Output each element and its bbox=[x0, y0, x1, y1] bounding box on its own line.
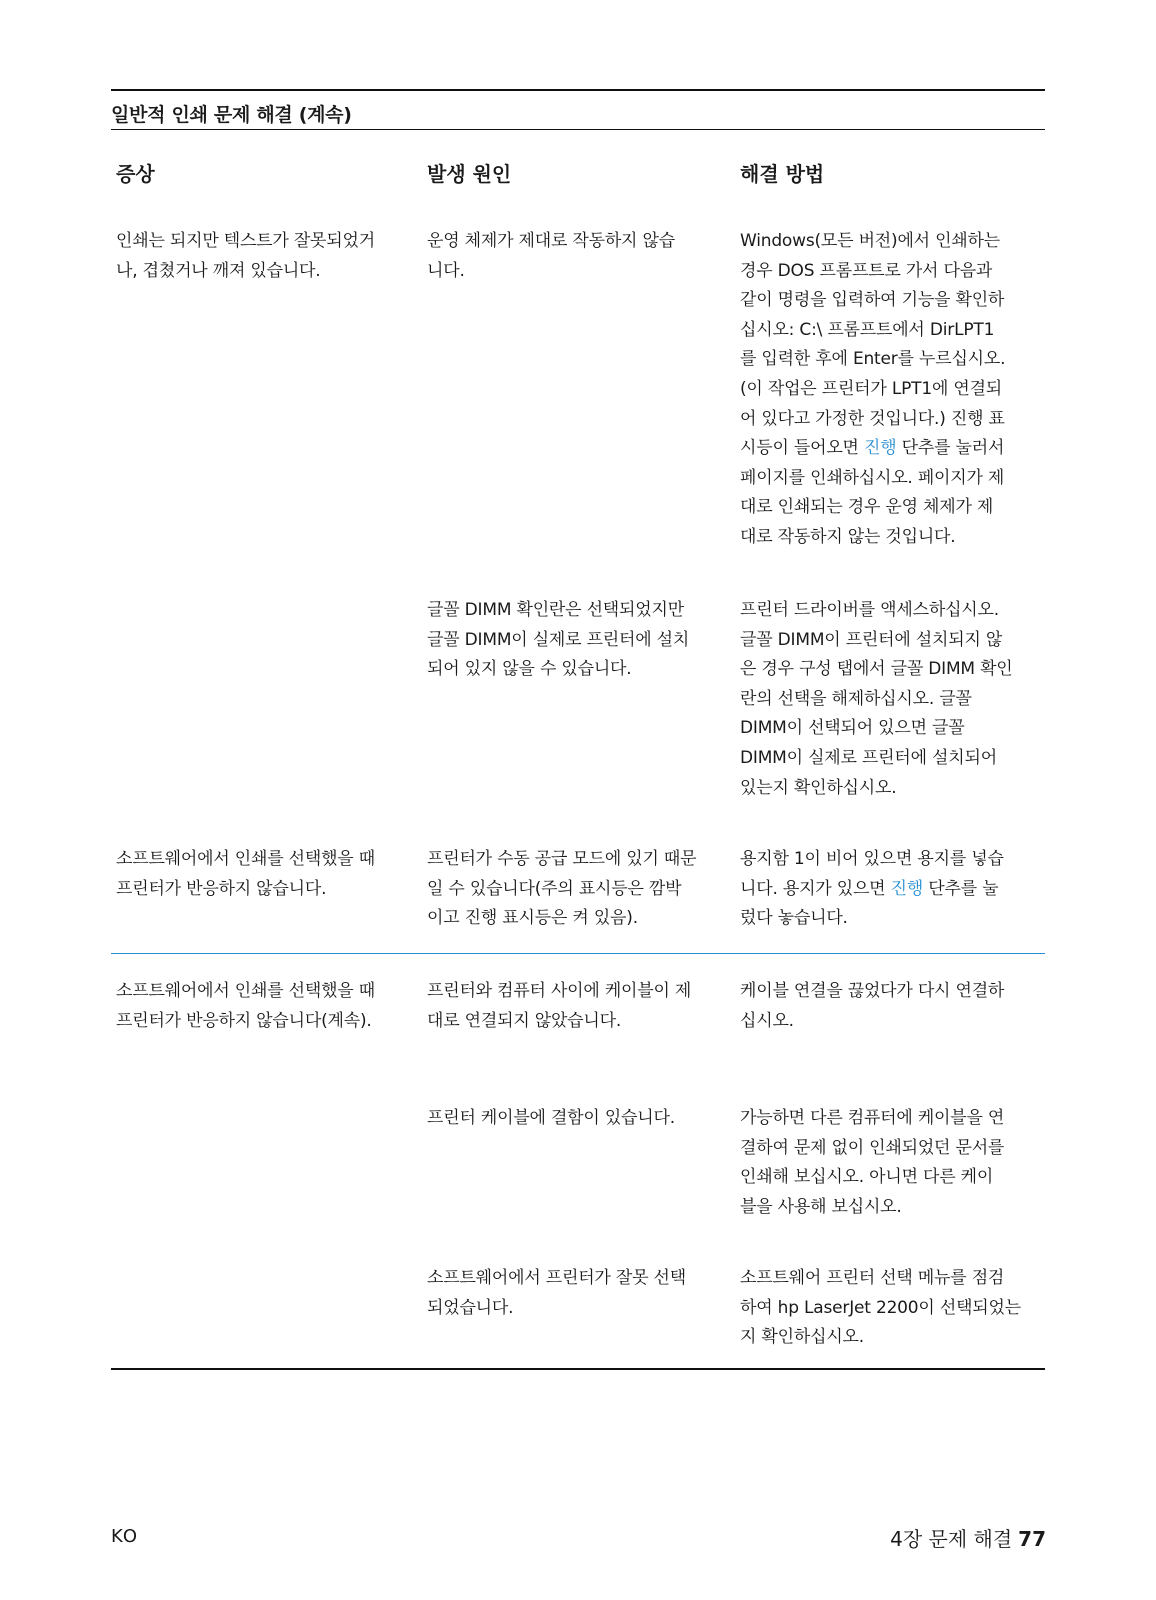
row1-symptom: 인쇄는 되지만 텍스트가 잘못되었거 나, 겹쳤거나 깨져 있습니다. bbox=[116, 231, 375, 281]
row3-symptom: 소프트웨어에서 인쇄를 선택했을 때 프린터가 반응하지 않습니다. bbox=[116, 849, 375, 899]
footer-page-info bbox=[890, 1523, 1046, 1552]
row1-solution-text-a: Windows(모든 버전)에서 인쇄하는 경우 DOS 프롬프트로 가서 다음과 같이 명령을 입력하여 기능을 확인하 십시오: C:\ 프롬프트에서 DirLPT1 를 입력한 후에 Enter를 누르십시오. (이 작업은 프린터가 LPT1에 연결되 어 있다고 가정한 것입니다.) 진행 표 시등이 들어오면 bbox=[740, 231, 1006, 459]
section-divider bbox=[111, 953, 1045, 954]
row6-solution: 소프트웨어 프린터 선택 메뉴를 점검 하여 hp LaserJet 2200이 선택되었는 지 확인하십시오. bbox=[740, 1268, 1021, 1348]
row5-solution: 가능하면 다른 컴퓨터에 케이블을 연 결하여 문제 없이 인쇄되었던 문서를 인쇄해 보십시오. 아니면 다른 케이 블을 사용해 보십시오. bbox=[740, 1108, 1005, 1217]
row1-solution-text-b: 단추를 눌러서 페이지를 인쇄하십시오. 페이지가 제 대로 인쇄되는 경우 운영 체제가 제 대로 작동하지 않는 것입니다. bbox=[740, 438, 1005, 547]
header-cause: 발생 원인 bbox=[427, 162, 512, 186]
title-underline bbox=[111, 129, 1045, 130]
header-solution: 해결 방법 bbox=[740, 162, 825, 186]
row4-cause: 프린터와 컴퓨터 사이에 케이블이 제 대로 연결되지 않았습니다. bbox=[427, 981, 692, 1031]
row3-solution bbox=[740, 845, 1048, 934]
row3-go-button-link[interactable]: 진행 bbox=[890, 878, 924, 899]
row6-cause: 소프트웨어에서 프린터가 잘못 선택 되었습니다. bbox=[427, 1268, 686, 1318]
row4-solution: 케이블 연결을 끊었다가 다시 연결하 십시오. bbox=[740, 981, 1005, 1031]
row3-solution-text-b: 단추를 눌 렀다 놓습니다. bbox=[740, 878, 999, 929]
footer-page-number: 77 bbox=[1018, 1527, 1046, 1551]
bottom-rule bbox=[111, 1368, 1045, 1370]
top-rule bbox=[111, 89, 1045, 91]
section-title: 일반적 인쇄 문제 해결 (계속) bbox=[111, 104, 352, 126]
row1-cause: 운영 체제가 제대로 작동하지 않습 니다. bbox=[427, 231, 675, 281]
row2-solution: 프린터 드라이버를 액세스하십시오. 글꼴 DIMM이 프린터에 설치되지 않 은 경우 구성 탭에서 글꼴 DIMM 확인 란의 선택을 해제하십시오. 글꼴 DIMM이 선택되어 있으면 글꼴 DIMM이 실제로 프린터에 설치되어 있는지 확인하십시오. bbox=[740, 600, 1013, 798]
row3-solution-text-a: 용지함 1이 비어 있으면 용지를 넣습 니다. 용지가 있으면 bbox=[740, 849, 1004, 899]
header-symptom: 증상 bbox=[116, 162, 155, 186]
row5-cause: 프린터 케이블에 결함이 있습니다. bbox=[427, 1108, 675, 1128]
row1-go-button-link[interactable]: 진행 bbox=[863, 438, 897, 459]
row1-solution bbox=[740, 227, 1048, 553]
row2-cause: 글꼴 DIMM 확인란은 선택되었지만 글꼴 DIMM이 실제로 프린터에 설치 되어 있지 않을 수 있습니다. bbox=[427, 600, 690, 680]
footer-chapter: 4장 문제 해결 bbox=[890, 1527, 1013, 1551]
footer-language: KO bbox=[111, 1526, 138, 1547]
row4-symptom: 소프트웨어에서 인쇄를 선택했을 때 프린터가 반응하지 않습니다(계속). bbox=[116, 981, 375, 1031]
row3-cause: 프린터가 수동 공급 모드에 있기 때문 일 수 있습니다(주의 표시등은 깜박 이고 진행 표시등은 켜 있음). bbox=[427, 849, 697, 929]
